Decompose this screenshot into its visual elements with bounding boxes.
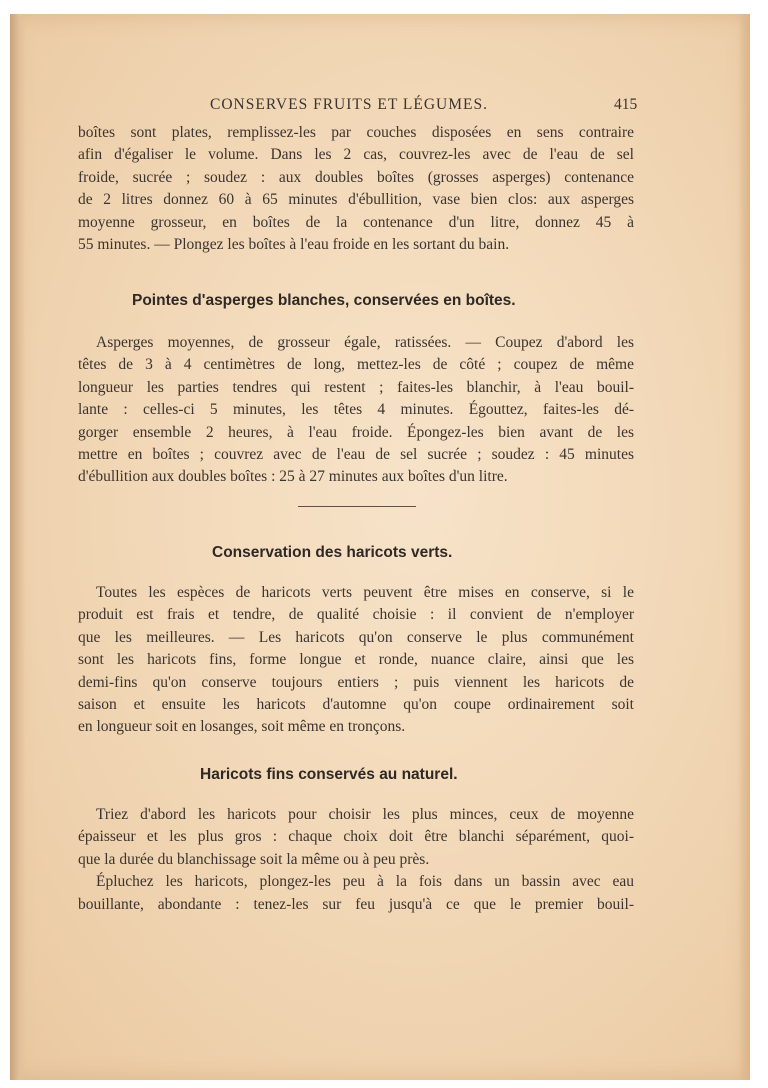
text-line: sont les haricots fins, forme longue et ronde, nuance claire, ainsi que les <box>78 651 634 669</box>
text-line: têtes de 3 à 4 centimètres de long, mettez-les de côté ; coupez de même <box>78 356 634 374</box>
page-number: 415 <box>614 96 638 113</box>
section-heading-pointes: Pointes d'asperges blanches, conservées en boîtes. <box>132 292 516 309</box>
text-line: mettre en boîtes ; couvrez avec de l'eau de sel sucrée ; soudez : 45 minutes <box>78 445 634 463</box>
section-separator <box>298 506 416 507</box>
section-heading-conservation: Conservation des haricots verts. <box>212 544 453 561</box>
page-spine-shadow <box>10 14 26 1080</box>
section-body-conservation <box>78 582 634 739</box>
text-line: Triez d'abord les haricots pour choisir les plus minces, ceux de moyenne <box>96 806 634 823</box>
text-line: Asperges moyennes, de grosseur égale, ratissées. — Coupez d'abord les <box>96 334 634 351</box>
text-line: gorger ensemble 2 heures, à l'eau froide. Épongez-les bien avant de les <box>78 423 634 441</box>
text-line: 55 minutes. — Plongez les boîtes à l'eau froide en les sortant du bain. <box>78 235 510 253</box>
text-line: froide, sucrée ; soudez : aux doubles boîtes (grosses asperges) contenance <box>78 168 634 186</box>
text-line: épaisseur et les plus gros : chaque choix doit être blanchi séparément, quoi- <box>78 828 634 846</box>
text-line: lante : celles-ci 5 minutes, les têtes 4 minutes. Égouttez, faites-les dé- <box>78 401 634 419</box>
intro-paragraph <box>78 122 634 256</box>
text-line: que la durée du blanchissage soit la même ou à peu près. <box>78 850 430 868</box>
section-body-haricots-fins <box>78 804 634 916</box>
section-heading-haricots-fins: Haricots fins conservés au naturel. <box>200 766 458 783</box>
text-line: moyenne grosseur, en boîtes de la contenance d'un litre, donnez 45 à <box>78 213 634 231</box>
running-title: CONSERVES FRUITS ET LÉGUMES. <box>210 96 488 113</box>
text-line: Épluchez les haricots, plongez-les peu à la fois dans un bassin avec eau <box>96 873 634 891</box>
text-line: afin d'égaliser le volume. Dans les 2 cas, couvrez-les avec de l'eau de sel <box>78 146 634 164</box>
text-line: de 2 litres donnez 60 à 65 minutes d'ébullition, vase bien clos: aux asperges <box>78 191 634 209</box>
text-line: longueur les parties tendres qui restent ; faites-les blanchir, à l'eau bouil- <box>78 378 634 396</box>
section-body-pointes <box>78 332 634 489</box>
text-line: produit est frais et tendre, de qualité choisie : il convient de n'employer <box>78 606 634 624</box>
text-line: en longueur soit en losanges, soit même en tronçons. <box>78 718 406 736</box>
text-line: d'ébullition aux doubles boîtes : 25 à 27 minutes aux boîtes d'un litre. <box>78 468 508 486</box>
page-edge-right <box>738 14 750 1080</box>
text-line: que les meilleures. — Les haricots qu'on conserve le plus communément <box>78 628 634 646</box>
text-line: Toutes les espèces de haricots verts peuvent être mises en conserve, si le <box>96 584 634 601</box>
text-line: saison et ensuite les haricots d'automne qu'on coupe ordinairement soit <box>78 695 634 713</box>
text-line: bouillante, abondante : tenez-les sur feu jusqu'à ce que le premier bouil- <box>78 895 634 913</box>
text-line: demi-fins qu'on conserve toujours entiers ; puis viennent les haricots de <box>78 673 634 691</box>
text-line: boîtes sont plates, remplissez-les par couches disposées en sens contraire <box>78 124 634 141</box>
